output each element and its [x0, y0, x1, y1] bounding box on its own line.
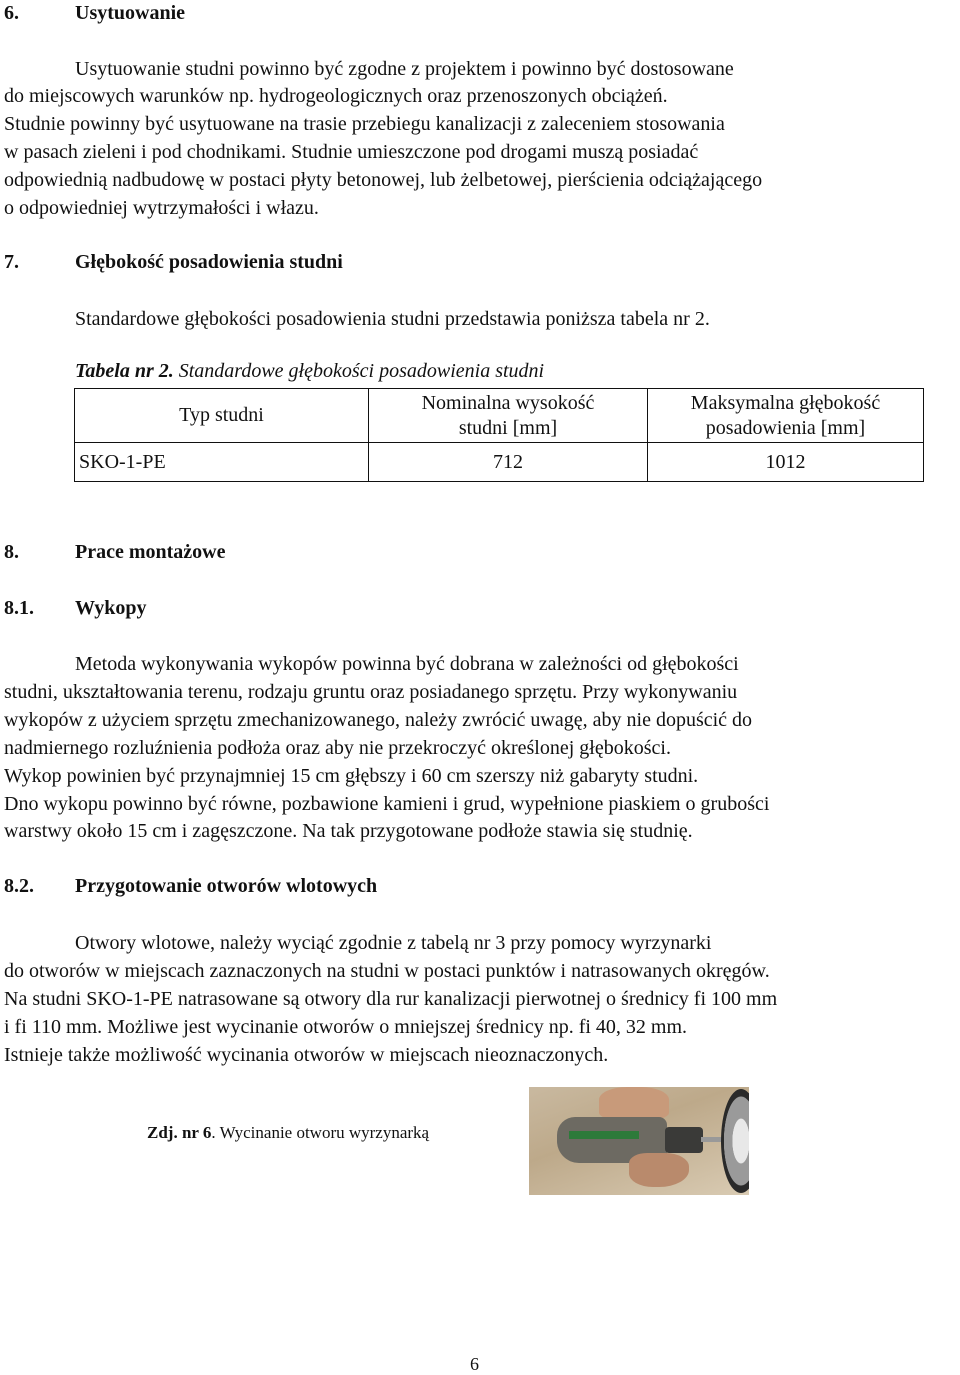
header-max-line1: Maksymalna głębokość: [690, 391, 881, 414]
paragraph-line: do miejscowych warunków np. hydrogeologicznych oraz przenoszonych obciążeń.: [4, 85, 668, 107]
photo-saw-wheel-shape: [721, 1089, 749, 1193]
page-number: 6: [470, 1354, 479, 1374]
paragraph-line: Studnie powinny być usytuowane na trasie przebiegu kanalizacji z zaleceniem stosowania: [4, 113, 725, 135]
section-8-number: 8.: [4, 541, 19, 563]
section-7-intro: Standardowe głębokości posadowienia studni przedstawia poniższa tabela nr 2.: [75, 308, 710, 330]
section-7-number: 7.: [4, 251, 19, 273]
table-caption-text: Standardowe głębokości posadowienia studni: [173, 360, 545, 382]
figure-caption: [147, 1123, 429, 1143]
paragraph-line: warstwy około 15 cm i zagęszczone. Na tak przygotowane podłoże stawia się studnię.: [4, 820, 693, 842]
paragraph-line: Na studni SKO-1-PE natrasowane są otwory dla rur kanalizacji pierwotnej o średnicy fi 100 mm: [4, 988, 778, 1010]
header-nominal-line2: studni [mm]: [458, 416, 558, 439]
photo-hand-shape: [599, 1087, 669, 1119]
header-nominal-line1: Nominalna wysokość: [421, 391, 595, 414]
paragraph-line: wykopów z użyciem sprzętu zmechanizowanego, należy zwrócić uwagę, aby nie dopuścić do: [4, 709, 753, 731]
drill-photo: [529, 1087, 749, 1195]
paragraph-line: Metoda wykonywania wykopów powinna być dobrana w zależności od głębokości: [75, 653, 739, 675]
table-caption: [75, 360, 544, 383]
cell-type: SKO-1-PE: [75, 443, 369, 482]
paragraph-line: studni, ukształtowania terenu, rodzaju gruntu oraz posiadanego sprzętu. Przy wykonywaniu: [4, 681, 738, 703]
depth-table: [74, 388, 924, 482]
table-caption-label: Tabela nr 2.: [75, 360, 174, 382]
section-6-title: Usytuowanie: [75, 2, 186, 24]
cell-nominal-height: 712: [369, 443, 648, 482]
section-8-title: Prace montażowe: [75, 541, 226, 563]
header-nominal-height: [369, 389, 648, 443]
section-8-1-number: 8.1.: [4, 597, 34, 619]
header-max-depth: [648, 389, 924, 443]
paragraph-line: Istnieje także możliwość wycinania otworów w miejscach nieoznaczonych.: [4, 1044, 609, 1066]
paragraph-line: w pasach zieleni i pod chodnikami. Studnie umieszczone pod drogami muszą posiadać: [4, 141, 699, 163]
section-8-1-title: Wykopy: [75, 597, 147, 619]
figure-text: . Wycinanie otworu wyrzynarką: [211, 1123, 430, 1142]
header-max-line2: posadowienia [mm]: [705, 416, 866, 439]
section-8-2-title: Przygotowanie otworów wlotowych: [75, 875, 378, 897]
table-row: [75, 443, 924, 482]
header-type: [75, 389, 369, 443]
paragraph-line: Wykop powinien być przynajmniej 15 cm głębszy i 60 cm szerszy niż gabaryty studni.: [4, 765, 699, 787]
paragraph-line: Dno wykopu powinno być równe, pozbawione kamieni i grud, wypełnione piaskiem o grubości: [4, 793, 770, 815]
section-8-2-number: 8.2.: [4, 875, 34, 897]
paragraph-line: Otwory wlotowe, należy wyciąć zgodnie z tabelą nr 3 przy pomocy wyrzynarki: [75, 932, 712, 954]
figure-label: Zdj. nr 6: [147, 1123, 212, 1142]
photo-hand2-shape: [629, 1153, 689, 1187]
header-type-text: Typ studni: [179, 404, 264, 426]
photo-chuck-shape: [665, 1127, 703, 1153]
paragraph-line: do otworów w miejscach zaznaczonych na studni w postaci punktów i natrasowanych okręgów.: [4, 960, 770, 982]
table-header-row: [75, 389, 924, 443]
section-7-title: Głębokość posadowienia studni: [75, 251, 343, 273]
cell-max-depth: 1012: [648, 443, 924, 482]
paragraph-line: odpowiednią nadbudowę w postaci płyty betonowej, lub żelbetowej, pierścienia odciążającego: [4, 169, 763, 191]
paragraph-line: nadmiernego rozluźnienia podłoża oraz aby nie przekroczyć określonej głębokości.: [4, 737, 671, 759]
section-6-number: 6.: [4, 2, 19, 24]
photo-drill-stripe: [569, 1131, 639, 1139]
paragraph-line: i fi 110 mm. Możliwe jest wycinanie otworów o mniejszej średnicy np. fi 40, 32 mm.: [4, 1016, 688, 1038]
paragraph-line: o odpowiedniej wytrzymałości i włazu.: [4, 197, 319, 219]
paragraph-line: Usytuowanie studni powinno być zgodne z projektem i powinno być dostosowane: [75, 58, 734, 80]
